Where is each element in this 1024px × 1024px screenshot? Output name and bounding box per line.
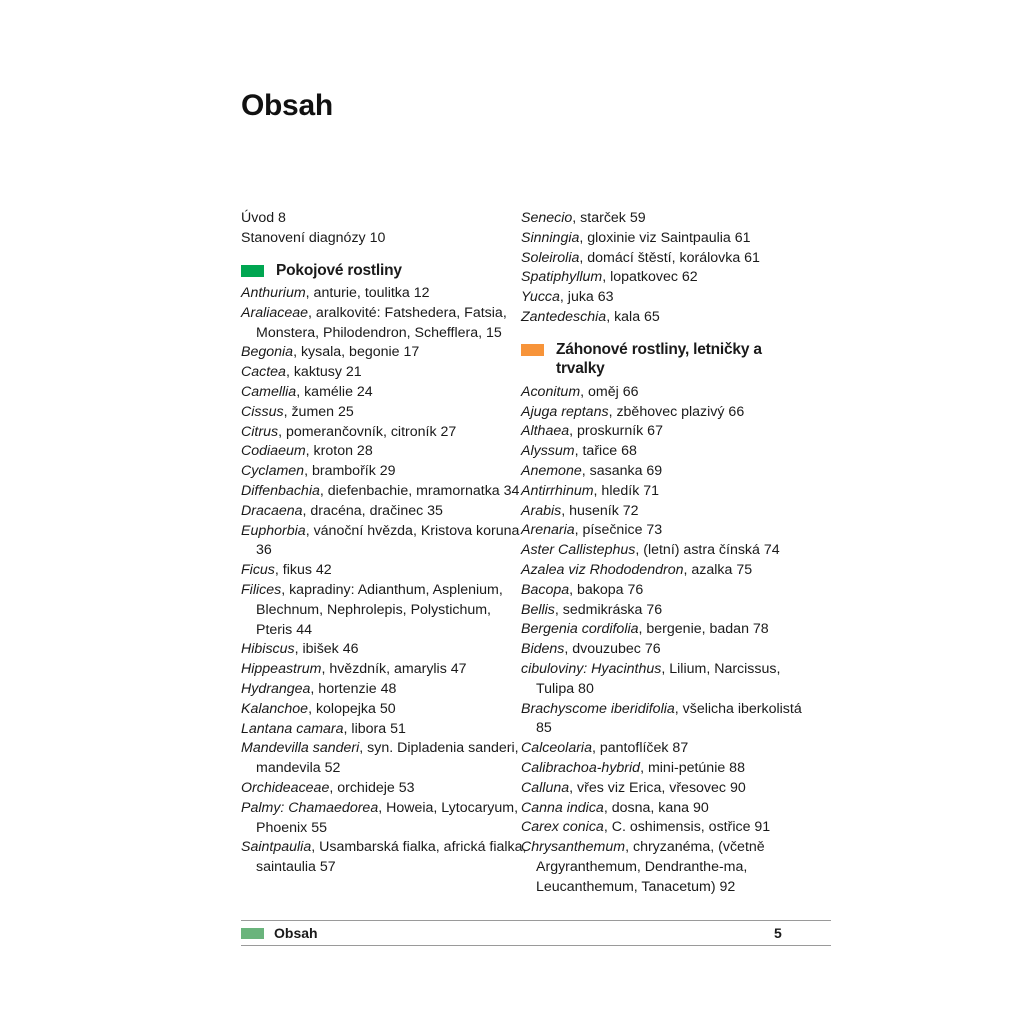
toc-entry-text: , sedmikráska 76 xyxy=(554,601,663,618)
toc-entry[interactable] xyxy=(241,660,531,680)
toc-entry[interactable] xyxy=(521,799,821,819)
toc-entry-latin-name: Hippeastrum xyxy=(241,661,322,678)
toc-entry-latin-name: Euphorbia xyxy=(241,522,306,539)
toc-entry-latin-name: Spatiphyllum xyxy=(521,269,603,286)
toc-entry[interactable] xyxy=(521,482,821,502)
toc-entry[interactable] xyxy=(521,521,821,541)
toc-entry-text: , kamélie 24 xyxy=(296,384,373,401)
toc-entry[interactable] xyxy=(241,482,531,502)
toc-entry-text: , kolopejka 50 xyxy=(308,700,396,717)
toc-entry-text: , písečnice 73 xyxy=(574,522,663,539)
toc-entry-latin-name: Soleirolia xyxy=(521,249,580,266)
toc-entry[interactable] xyxy=(521,442,821,462)
toc-entry[interactable] xyxy=(521,660,821,700)
toc-entry[interactable] xyxy=(241,304,531,344)
toc-entry-text: , bergenie, badan 78 xyxy=(638,621,769,638)
toc-entry-text: , syn. Dipladenia sanderi, mandevila 52 xyxy=(256,740,519,777)
toc-entry-latin-name: Bacopa xyxy=(521,581,570,598)
toc-entry-latin-name: Sinningia xyxy=(521,229,580,246)
toc-entry-text: , (letní) astra čínská 74 xyxy=(635,542,780,559)
toc-entry-text: , chryzanéma, (včetně Argyranthemum, Dendranthe-ma, Leucanthemum, Tanacetum) 92 xyxy=(536,839,765,895)
toc-entry[interactable] xyxy=(241,343,531,363)
toc-entry-text: , fikus 42 xyxy=(274,562,332,579)
toc-entry-latin-name: Aster Callistephus xyxy=(521,542,636,559)
toc-entry-text: , brambořík 29 xyxy=(304,463,396,480)
section-heading-label: Záhonové rostliny, letničky a trvalky xyxy=(556,340,762,378)
toc-entry-latin-name: Zantedeschia xyxy=(521,308,607,325)
toc-entry-text: , kala 65 xyxy=(606,308,660,325)
toc-entry-latin-name: Brachyscome iberidifolia xyxy=(521,700,675,717)
toc-entry-latin-name: Bidens xyxy=(521,641,565,658)
toc-entry-list xyxy=(521,209,821,328)
toc-entry-latin-name: Camellia xyxy=(241,384,297,401)
toc-entry-text: , starček 59 xyxy=(572,210,646,226)
toc-entry-text: , kroton 28 xyxy=(305,443,373,460)
toc-entry-latin-name: Cissus xyxy=(241,403,284,420)
toc-entry-text: , bakopa 76 xyxy=(569,581,644,598)
toc-entry[interactable] xyxy=(521,581,821,601)
toc-entry-text: , mini-petúnie 88 xyxy=(640,759,745,776)
toc-entry[interactable] xyxy=(241,442,531,462)
toc-entry-text: , tařice 68 xyxy=(574,443,637,460)
toc-entry-text: , vánoční hvězda, Kristova koruna 36 xyxy=(256,522,520,559)
toc-entry[interactable] xyxy=(521,759,821,779)
toc-entry-text: , orchideje 53 xyxy=(329,780,415,797)
toc-entry[interactable] xyxy=(241,403,531,423)
toc-entry[interactable] xyxy=(521,561,821,581)
toc-entry-text: , oměj 66 xyxy=(580,383,639,400)
toc-entry[interactable] xyxy=(521,422,821,442)
footer-label: Obsah xyxy=(274,925,318,941)
toc-entry-text: , libora 51 xyxy=(343,720,406,737)
toc-entry-text: , huseník 72 xyxy=(561,502,639,519)
toc-entry-text: , kapradiny: Adianthum, Asplenium, Blechnum, Nephrolepis, Polystichum, Pteris 44 xyxy=(256,582,503,638)
toc-entry[interactable] xyxy=(521,541,821,561)
toc-entry-latin-name: Althaea xyxy=(521,423,570,440)
toc-entry[interactable] xyxy=(241,522,531,562)
toc-entry-latin-name: Citrus xyxy=(241,423,279,440)
toc-entry-latin-name: Mandevilla sanderi xyxy=(241,740,360,757)
section-heading-indoor xyxy=(241,261,531,281)
toc-entry-text: , hledík 71 xyxy=(593,482,660,499)
toc-entry-text: , kysala, begonie 17 xyxy=(293,344,420,361)
toc-entry-latin-name: Alyssum xyxy=(521,443,575,460)
footer-section-marker xyxy=(241,928,264,939)
toc-entry-latin-name: Aconitum xyxy=(521,383,581,400)
toc-entry-text: , dvouzubec 76 xyxy=(564,641,661,658)
toc-entry[interactable] xyxy=(521,601,821,621)
section-heading-label: Pokojové rostliny xyxy=(276,261,402,279)
toc-entry-latin-name: Canna indica xyxy=(521,799,604,816)
toc-entry[interactable] xyxy=(241,838,531,878)
toc-entry-text: , dracéna, dračinec 35 xyxy=(302,502,443,519)
toc-entry-latin-name: Kalanchoe xyxy=(241,700,309,717)
toc-entry-latin-name: Dracaena xyxy=(241,502,303,519)
toc-entry-latin-name: Azalea viz Rhododendron xyxy=(521,561,684,578)
toc-entry-text: , ibišek 46 xyxy=(294,641,359,658)
toc-entry[interactable] xyxy=(521,700,821,740)
toc-entry[interactable] xyxy=(241,799,531,839)
toc-entry-text: , zběhovec plazivý 66 xyxy=(608,403,745,420)
toc-left-column xyxy=(241,209,531,878)
toc-entry-latin-name: Anemone xyxy=(521,462,582,479)
toc-entry-latin-name: Ajuga reptans xyxy=(521,403,609,420)
toc-entry[interactable] xyxy=(521,620,821,640)
toc-entry-latin-name: Bellis xyxy=(521,601,555,618)
toc-entry[interactable] xyxy=(521,383,821,403)
toc-entry-latin-name: Codiaeum xyxy=(241,443,306,460)
toc-entry[interactable] xyxy=(521,640,821,660)
toc-entry[interactable] xyxy=(241,383,531,403)
toc-entry-latin-name: Palmy: Chamaedorea xyxy=(241,799,379,816)
toc-entry-text: , lopatkovec 62 xyxy=(602,269,698,286)
toc-entry[interactable] xyxy=(241,284,531,304)
toc-entry-latin-name: Diffenbachia xyxy=(241,483,320,500)
toc-entry-text: , pomerančovník, citroník 27 xyxy=(278,423,457,440)
toc-entry[interactable] xyxy=(241,502,531,522)
toc-entry[interactable] xyxy=(521,818,821,838)
toc-entry-latin-name: Begonia xyxy=(241,344,294,361)
page-footer xyxy=(241,920,831,946)
toc-entry-latin-name: Calceolaria xyxy=(521,740,592,757)
toc-entry-latin-name: Bergenia cordifolia xyxy=(521,621,639,638)
toc-entry-text: , všelicha iberkolistá 85 xyxy=(536,700,802,737)
toc-entry[interactable] xyxy=(241,640,531,660)
toc-entry[interactable] xyxy=(241,700,531,720)
toc-entry[interactable] xyxy=(241,423,531,443)
toc-entry-latin-name: Yucca xyxy=(521,289,560,306)
toc-entry-text: , hvězdník, amarylis 47 xyxy=(321,661,467,678)
toc-entry[interactable] xyxy=(521,502,821,522)
toc-entry[interactable] xyxy=(241,581,531,640)
toc-entry-latin-name: Senecio xyxy=(521,210,573,226)
toc-entry-text: , juka 63 xyxy=(559,289,614,306)
toc-entry-latin-name: cibuloviny: Hyacinthus xyxy=(521,660,662,677)
toc-entry-text: , dosna, kana 90 xyxy=(603,799,709,816)
page-title: Obsah xyxy=(241,89,333,122)
orange-section-marker xyxy=(521,344,544,356)
toc-entry-text: , anturie, toulitka 12 xyxy=(305,285,430,302)
toc-entry[interactable] xyxy=(241,561,531,581)
toc-entry-latin-name: Cyclamen xyxy=(241,463,305,480)
toc-entry-text: , Lilium, Narcissus, Tulipa 80 xyxy=(536,660,781,697)
toc-entry-latin-name: Saintpaulia xyxy=(241,839,312,856)
toc-entry[interactable] xyxy=(521,229,821,249)
section-heading-outdoor xyxy=(521,340,821,379)
toc-entry-latin-name: Araliaceae xyxy=(241,304,309,321)
toc-entry-list xyxy=(241,284,531,878)
toc-entry-latin-name: Chrysanthemum xyxy=(521,839,626,856)
toc-entry-text: , C. oshimensis, ostřice 91 xyxy=(603,819,771,836)
toc-entry-latin-name: Arabis xyxy=(521,502,562,519)
toc-entry-latin-name: Hydrangea xyxy=(241,681,311,698)
toc-entry-list xyxy=(521,383,821,898)
toc-entry[interactable] xyxy=(241,720,531,740)
toc-intro-item[interactable]: Stanovení diagnózy 10 xyxy=(241,229,386,246)
toc-entry-text: , Usambarská fialka, africká fialka, saintaulia 57 xyxy=(256,839,527,876)
toc-entry-text: , vřes viz Erica, vřesovec 90 xyxy=(569,779,746,796)
toc-entry-text: , gloxinie viz Saintpaulia 61 xyxy=(579,229,751,246)
toc-entry[interactable] xyxy=(521,308,821,328)
toc-entry[interactable] xyxy=(521,209,821,229)
toc-entry-text: , diefenbachie, mramornatka 34 xyxy=(319,483,520,500)
toc-entry-latin-name: Calibrachoa-hybrid xyxy=(521,759,641,776)
toc-entry-latin-name: Cactea xyxy=(241,364,286,381)
toc-entry-text: , domácí štěstí, korálovka 61 xyxy=(579,249,760,266)
toc-entry[interactable] xyxy=(521,779,821,799)
toc-entry-text: , Howeia, Lytocaryum, Phoenix 55 xyxy=(256,799,519,836)
toc-entry-latin-name: Antirrhinum xyxy=(521,482,594,499)
toc-entry-text: , proskurník 67 xyxy=(569,423,663,440)
toc-intro-item[interactable]: Úvod 8 xyxy=(241,210,286,226)
toc-entry[interactable] xyxy=(521,739,821,759)
toc-entry-latin-name: Arenaria xyxy=(521,522,575,539)
toc-entry[interactable] xyxy=(521,403,821,423)
toc-entry-text: , aralkovité: Fatshedera, Fatsia, Monstera, Philodendron, Schefflera, 15 xyxy=(256,304,507,341)
toc-entry-latin-name: Filices xyxy=(241,582,282,599)
toc-entry[interactable] xyxy=(241,363,531,383)
toc-entry[interactable] xyxy=(241,739,531,779)
toc-entry-latin-name: Lantana camara xyxy=(241,720,344,737)
toc-entry-text: , žumen 25 xyxy=(283,403,354,420)
toc-entry-latin-name: Orchideaceae xyxy=(241,780,330,797)
green-section-marker xyxy=(241,265,264,277)
toc-right-column xyxy=(521,209,821,898)
toc-entry-latin-name: Hibiscus xyxy=(241,641,295,658)
toc-entry-text: , sasanka 69 xyxy=(581,462,663,479)
toc-entry[interactable] xyxy=(521,249,821,269)
toc-entry[interactable] xyxy=(241,462,531,482)
toc-entry[interactable] xyxy=(521,288,821,308)
toc-entry-latin-name: Calluna xyxy=(521,779,570,796)
toc-entry[interactable] xyxy=(241,680,531,700)
toc-entry-latin-name: Anthurium xyxy=(241,285,306,302)
toc-entry[interactable] xyxy=(241,779,531,799)
toc-entry-text: , kaktusy 21 xyxy=(285,364,362,381)
toc-entry-latin-name: Ficus xyxy=(241,562,275,579)
toc-entry-text: , pantoflíček 87 xyxy=(591,740,689,757)
toc-entry-text: , hortenzie 48 xyxy=(310,681,397,698)
toc-entry[interactable] xyxy=(521,838,821,897)
toc-entry-latin-name: Carex conica xyxy=(521,819,604,836)
toc-entry-text: , azalka 75 xyxy=(683,561,753,578)
toc-entry[interactable] xyxy=(521,268,821,288)
toc-entry[interactable] xyxy=(521,462,821,482)
page-number: 5 xyxy=(774,925,782,941)
